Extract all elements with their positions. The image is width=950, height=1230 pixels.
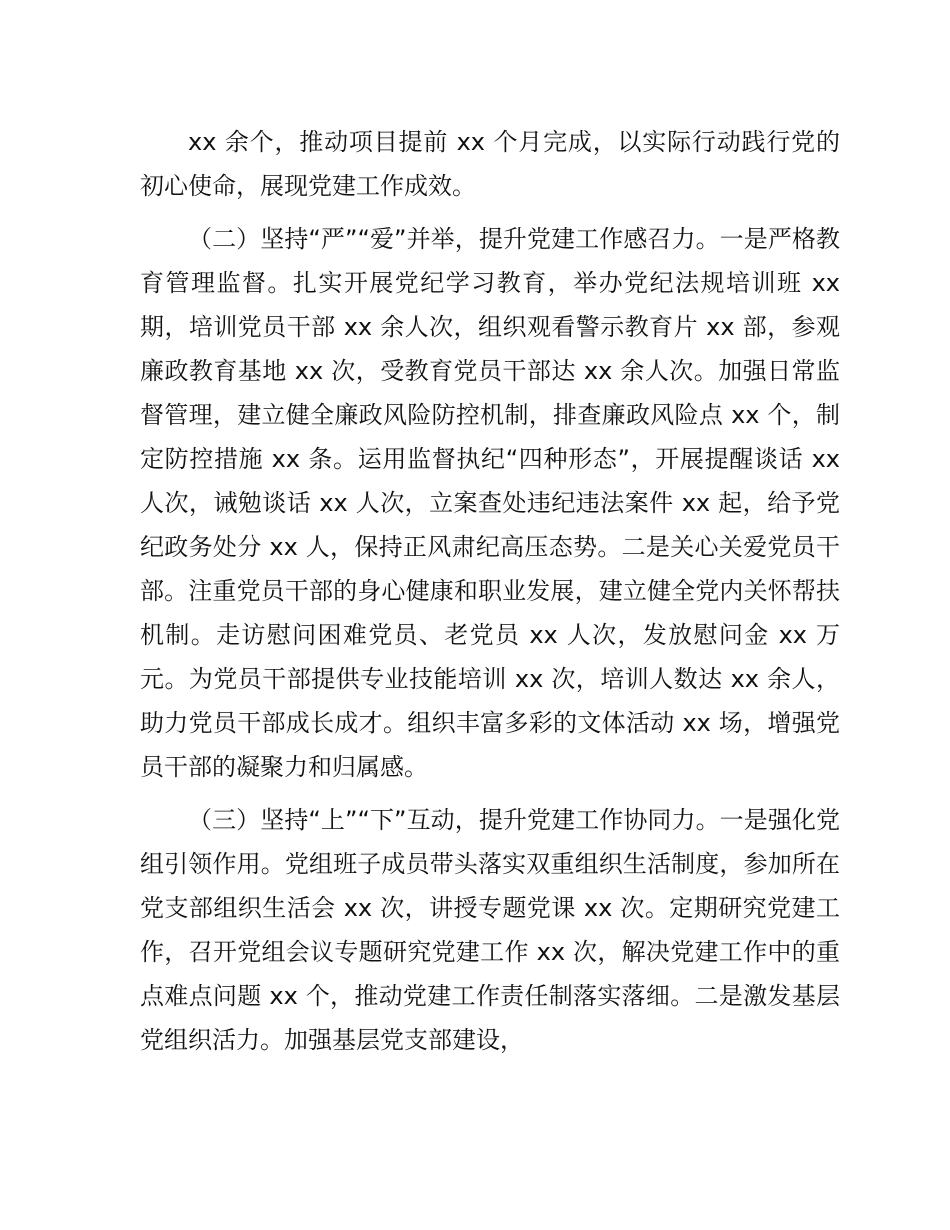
paragraph-section-three: （三）坚持“上”“下”互动，提升党建工作协同力。一是强化党组引领作用。党组班子成员带头落实双重组织生活制度，参加所在党支部组织生活会 xx 次，讲授专题党课 xx 次。定期研究党建工作，召开党组会议专题研究党建工作 xx 次，解决党建工作中的重点难点问题 xx 个，推动党建工作责任制落实落细。二是激发基层党组织活力。加强基层党支部建设， xyxy=(140,806,840,1054)
paragraph-section-two: （二）坚持“严”“爱”并举，提升党建工作感召力。一是严格教育管理监督。扎实开展党纪学习教育，举办党纪法规培训班 xx 期，培训党员干部 xx 余人次，组织观看警示教育片 xx 部，参观廉政教育基地 xx 次，受教育党员干部达 xx 余人次。加强日常监督管理，建立健全廉政风险防控机制，排查廉政风险点 xx 个，制定防控措施 xx 条。运用监督执纪“四种形态”，开展提醒谈话 xx 人次，诫勉谈话 xx 人次，立案查处违纪违法案件 xx 起，给予党纪政务处分 xx 人，保持正风肃纪高压态势。二是关心关爱党员干部。注重党员干部的身心健康和职业发展，建立健全党内关怀帮扶机制。走访慰问困难党员、老党员 xx 人次，发放慰问金 xx 万元。为党员干部提供专业技能培训 xx 次，培训人数达 xx 余人，助力党员干部成长成才。组织丰富多彩的文体活动 xx 场，增强党员干部的凝聚力和归属感。 xyxy=(140,225,840,781)
paragraph-continuation: xx 余个，推动项目提前 xx 个月完成，以实际行动践行党的初心使命，展现党建工作成效。 xyxy=(140,128,840,200)
document-body xyxy=(140,120,840,1071)
